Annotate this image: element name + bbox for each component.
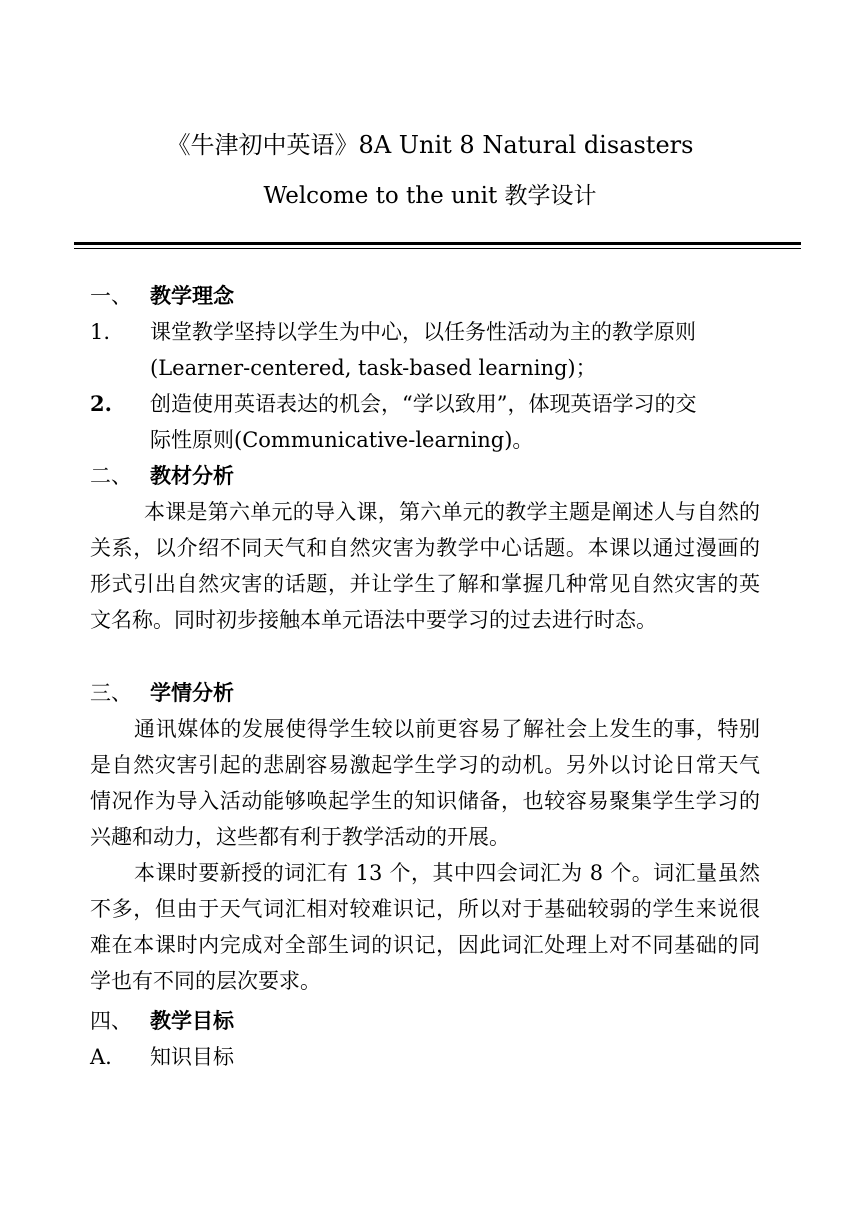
list-text-continued: 际性原则(Communicative-learning)。 (150, 428, 534, 452)
document-subtitle: Welcome to the unit 教学设计 (263, 183, 597, 209)
list-text: 创造使用英语表达的机会，“学以致用”，体现英语学习的交 (150, 392, 697, 416)
body-paragraph: 本课是第六单元的导入课，第六单元的教学主题是阐述人与自然的关系，以介绍不同天气和自然灾害为教学中心话题。本课以通过漫画的形式引出自然灾害的话题，并让学生了解和掌握几种常见自然灾害的英文名称。同时初步接触本单元语法中要学习的过去进行时态。 (90, 500, 760, 632)
section-title: 教学目标 (150, 1008, 234, 1033)
list-number: 2. (90, 391, 112, 416)
section-number: 三、 (90, 681, 132, 705)
section-number: 一、 (90, 284, 132, 308)
list-text: 课堂教学坚持以学生为中心，以任务性活动为主的教学原则 (150, 320, 696, 344)
section-title: 教材分析 (150, 463, 234, 488)
sub-heading-letter: A. (90, 1045, 112, 1069)
section-title: 学情分析 (150, 680, 234, 705)
section-number: 二、 (90, 464, 132, 488)
document-title: 《牛津初中英语》8A Unit 8 Natural disasters (166, 131, 694, 159)
body-paragraph: 本课时要新授的词汇有 13 个，其中四会词汇为 8 个。词汇量虽然不多，但由于天气词汇相对较难识记，所以对于基础较弱的学生来说很难在本课时内完成对全部生词的识记，因此词汇处理上对不同基础的同学也有不同的层次要求。 (90, 861, 760, 993)
section-number: 四、 (90, 1009, 132, 1033)
header-rule-thin (74, 248, 801, 249)
list-text-continued: (Learner-centered, task-based learning)； (150, 356, 597, 380)
body-paragraph: 通讯媒体的发展使得学生较以前更容易了解社会上发生的事，特别是自然灾害引起的悲剧容易激起学生学习的动机。另外以讨论日常天气情况作为导入活动能够唤起学生的知识储备，也较容易聚集学生学习的兴趣和动力，这些都有利于教学活动的开展。 (90, 717, 760, 849)
section-title: 教学理念 (150, 283, 234, 308)
list-number: 1. (90, 320, 111, 344)
header-rule-thick (74, 242, 801, 245)
sub-heading-text: 知识目标 (150, 1045, 234, 1069)
